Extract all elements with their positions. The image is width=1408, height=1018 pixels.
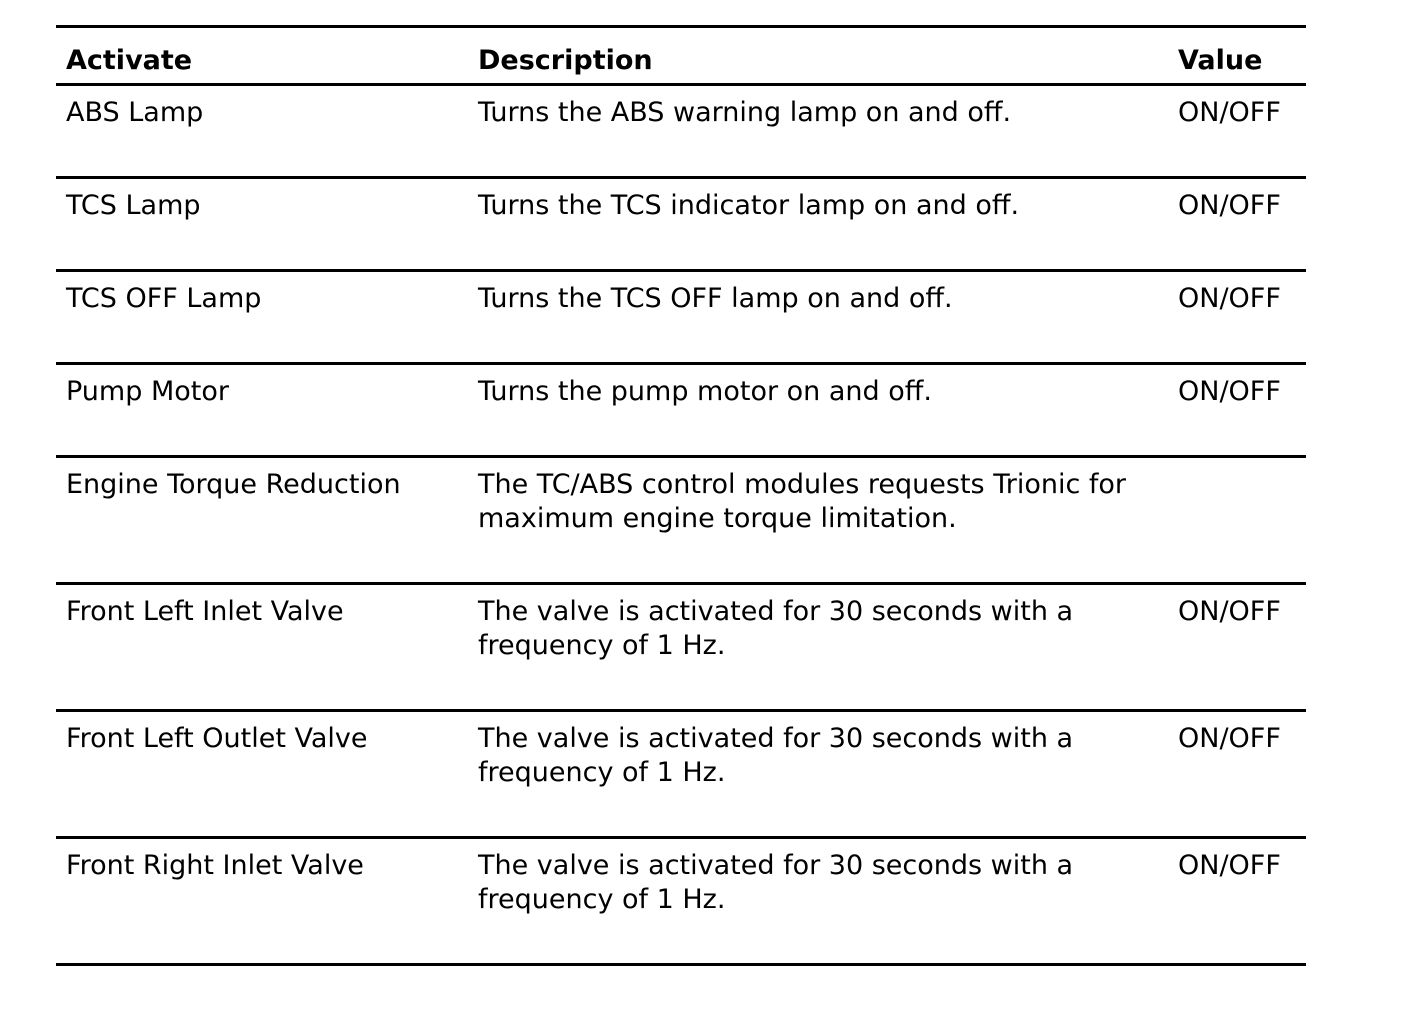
table-row [56,178,1306,271]
cell-activate: TCS OFF Lamp [56,271,468,364]
cell-description: Turns the pump motor on and off. [468,364,1168,457]
cell-description: The valve is activated for 30 seconds with a frequency of 1 Hz. [468,711,1168,838]
header-value: Value [1168,27,1306,85]
cell-description: The valve is activated for 30 seconds with a frequency of 1 Hz. [468,584,1168,711]
cell-description: Turns the TCS indicator lamp on and off. [468,178,1168,271]
table-row [56,85,1306,178]
cell-description: The valve is activated for 30 seconds with a frequency of 1 Hz. [468,838,1168,965]
cell-value: ON/OFF [1168,271,1306,364]
cell-value [1168,457,1306,584]
cell-description: Turns the TCS OFF lamp on and off. [468,271,1168,364]
header-activate: Activate [56,27,468,85]
table-row [56,364,1306,457]
table-row [56,711,1306,838]
table-row [56,584,1306,711]
cell-activate: Front Right Inlet Valve [56,838,468,965]
cell-value: ON/OFF [1168,364,1306,457]
cell-activate: Front Left Inlet Valve [56,584,468,711]
table-row [56,271,1306,364]
cell-activate: ABS Lamp [56,85,468,178]
table-row [56,457,1306,584]
cell-activate: Front Left Outlet Valve [56,711,468,838]
table-row [56,838,1306,965]
table-header-row [56,27,1306,85]
cell-value: ON/OFF [1168,838,1306,965]
activation-table [56,25,1306,966]
cell-value: ON/OFF [1168,178,1306,271]
cell-description: Turns the ABS warning lamp on and off. [468,85,1168,178]
cell-activate: TCS Lamp [56,178,468,271]
cell-activate: Pump Motor [56,364,468,457]
cell-description: The TC/ABS control modules requests Trionic for maximum engine torque limitation. [468,457,1168,584]
activation-table-container [56,25,1306,966]
cell-value: ON/OFF [1168,584,1306,711]
header-description: Description [468,27,1168,85]
cell-value: ON/OFF [1168,711,1306,838]
cell-activate: Engine Torque Reduction [56,457,468,584]
cell-value: ON/OFF [1168,85,1306,178]
